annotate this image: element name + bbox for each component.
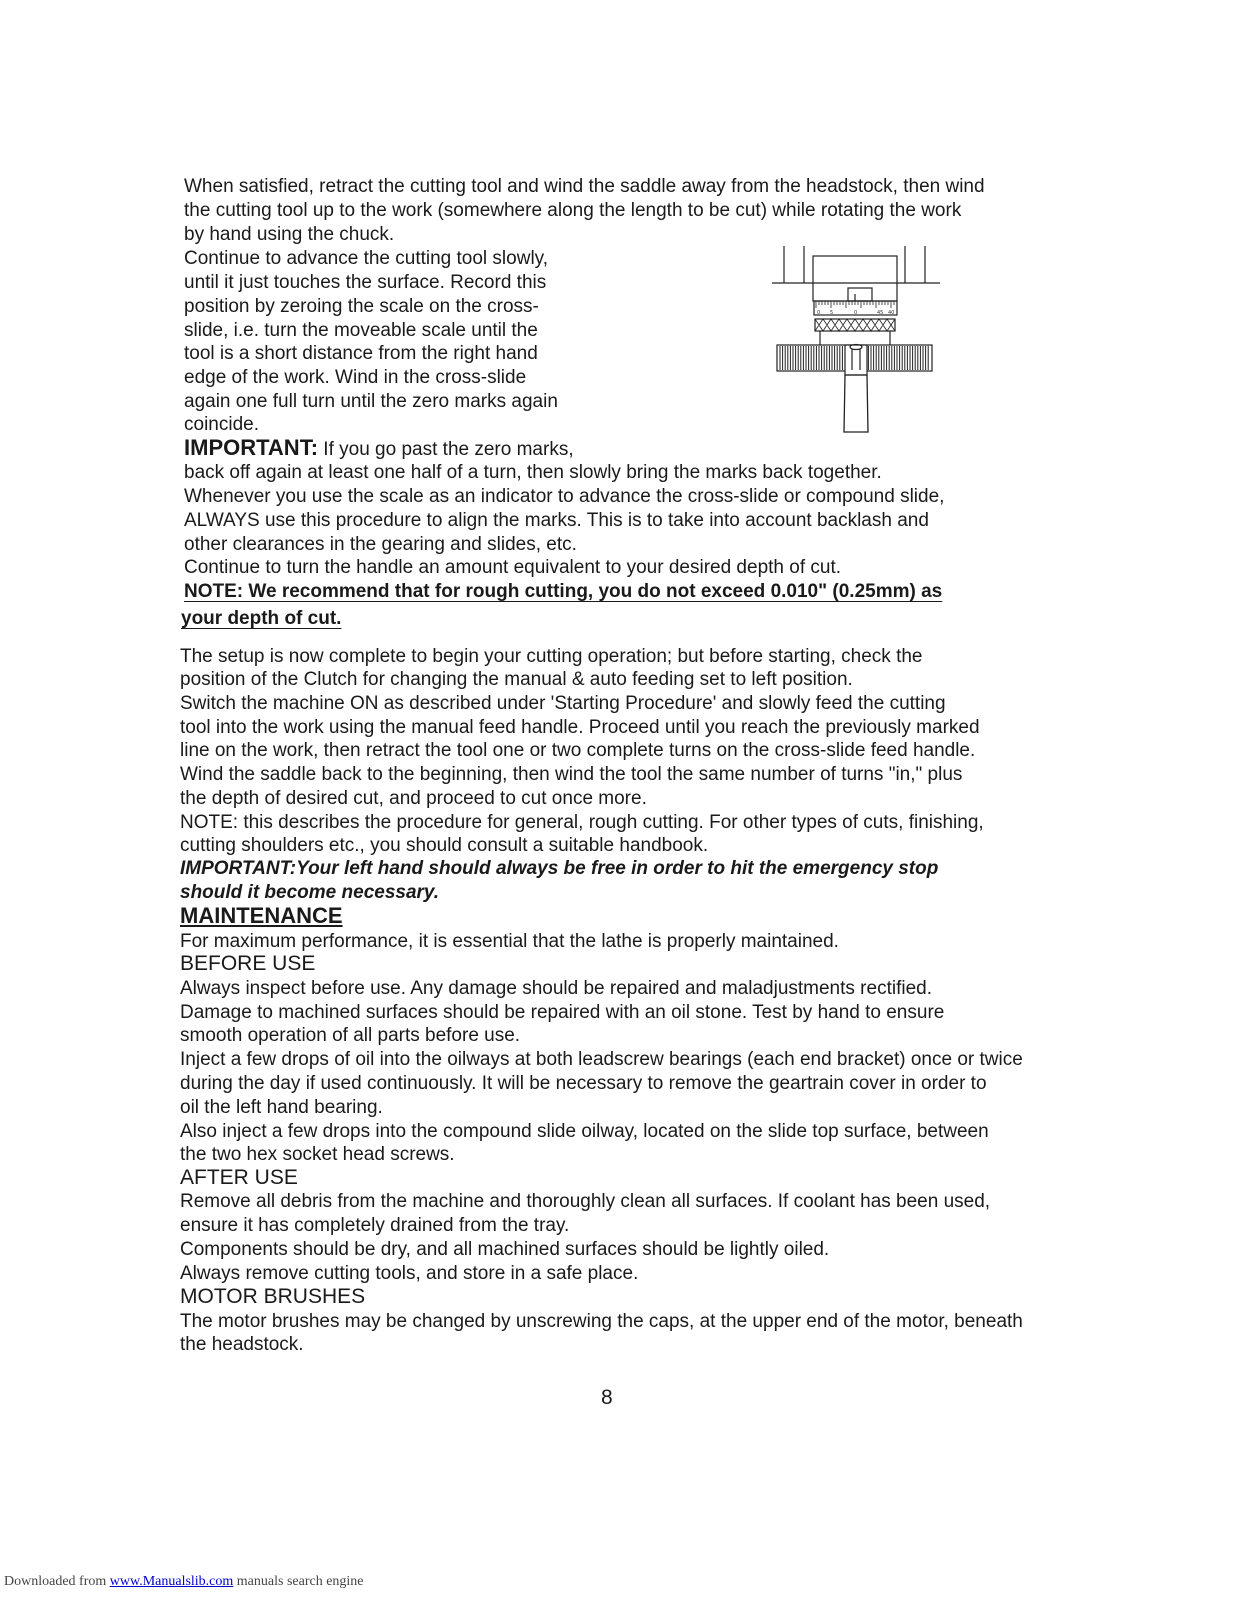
- setup-line: Wind the saddle back to the beginning, then wind the tool the same number of turns "in," plus: [180, 764, 963, 785]
- before-use-line: during the day if used continuously. It will be necessary to remove the geartrain cover in order to: [180, 1073, 987, 1094]
- after-use-line: Remove all debris from the machine and thoroughly clean all surfaces. If coolant has been used,: [180, 1191, 991, 1212]
- zeroing-line: coincide.: [184, 414, 259, 435]
- before-use-line: Inject a few drops of oil into the oilways at both leadscrew bearings (each end bracket) once or twice: [180, 1049, 1023, 1070]
- before-use-line: the two hex socket head screws.: [180, 1144, 455, 1165]
- scale-number: 0: [854, 310, 858, 316]
- maintenance-heading: MAINTENANCE: [180, 903, 343, 928]
- before-use-heading: BEFORE USE: [180, 952, 316, 975]
- setup-line: NOTE: this describes the procedure for general, rough cutting. For other types of cuts, finishing,: [180, 812, 984, 833]
- important-notice: [184, 436, 574, 462]
- scale-number: 45: [877, 310, 884, 316]
- scale-number: 5: [830, 310, 834, 316]
- maintenance-intro: For maximum performance, it is essential that the lathe is properly maintained.: [180, 931, 839, 952]
- backlash-line: back off again at least one half of a turn, then slowly bring the marks back together.: [184, 462, 882, 483]
- setup-line: Switch the machine ON as described under 'Starting Procedure' and slowly feed the cutting: [180, 693, 946, 714]
- intro-line: the cutting tool up to the work (somewhere along the length to be cut) while rotating the work: [184, 200, 962, 221]
- setup-line: The setup is now complete to begin your cutting operation; but before starting, check the: [180, 646, 923, 667]
- motor-brushes-heading: MOTOR BRUSHES: [180, 1285, 366, 1308]
- emergency-stop-warning: should it become necessary.: [180, 882, 440, 903]
- backlash-line: Continue to turn the handle an amount equivalent to your desired depth of cut.: [184, 557, 842, 578]
- download-footer: [4, 1574, 364, 1590]
- footer-suffix: manuals search engine: [233, 1574, 364, 1589]
- after-use-heading: AFTER USE: [180, 1166, 298, 1189]
- before-use-line: Damage to machined surfaces should be repaired with an oil stone. Test by hand to ensure: [180, 1002, 945, 1023]
- intro-line: When satisfied, retract the cutting tool and wind the saddle away from the headstock, then wind: [184, 176, 985, 197]
- backlash-line: other clearances in the gearing and slides, etc.: [184, 534, 577, 555]
- zeroing-line: again one full turn until the zero marks again: [184, 391, 558, 412]
- important-label: IMPORTANT:: [184, 435, 319, 460]
- setup-line: line on the work, then retract the tool one or two complete turns on the cross-slide feed handle.: [180, 740, 976, 761]
- backlash-line: Whenever you use the scale as an indicator to advance the cross-slide or compound slide,: [184, 486, 945, 507]
- before-use-line: Always inspect before use. Any damage should be repaired and maladjustments rectified.: [180, 978, 932, 999]
- scale-number: 40: [888, 310, 895, 316]
- after-use-line: Always remove cutting tools, and store in a safe place.: [180, 1263, 639, 1284]
- motor-brushes-line: The motor brushes may be changed by unscrewing the caps, at the upper end of the motor, beneath: [180, 1311, 1023, 1332]
- cross-slide-dial-diagram: [772, 246, 944, 438]
- after-use-line: Components should be dry, and all machined surfaces should be lightly oiled.: [180, 1239, 830, 1260]
- setup-line: tool into the work using the manual feed handle. Proceed until you reach the previously marked: [180, 717, 980, 738]
- setup-line: the depth of desired cut, and proceed to cut once more.: [180, 788, 647, 809]
- backlash-line: ALWAYS use this procedure to align the marks. This is to take into account backlash and: [184, 510, 929, 531]
- depth-note-line: your depth of cut.: [181, 608, 342, 629]
- scale-number: 0: [817, 310, 821, 316]
- after-use-line: ensure it has completely drained from the tray.: [180, 1215, 570, 1236]
- zeroing-line: slide, i.e. turn the moveable scale until the: [184, 320, 538, 341]
- zeroing-line: tool is a short distance from the right hand: [184, 343, 538, 364]
- intro-line: by hand using the chuck.: [184, 224, 395, 245]
- before-use-line: smooth operation of all parts before use.: [180, 1025, 521, 1046]
- motor-brushes-line: the headstock.: [180, 1334, 304, 1355]
- manualslib-link[interactable]: www.Manualslib.com: [109, 1574, 234, 1589]
- important-text: If you go past the zero marks,: [318, 439, 574, 460]
- footer-prefix: Downloaded from: [4, 1574, 110, 1589]
- handle-grip: [844, 375, 868, 432]
- zeroing-line: Continue to advance the cutting tool slowly,: [184, 248, 549, 269]
- setup-line: cutting shoulders etc., you should consult a suitable handbook.: [180, 835, 709, 856]
- page-number: 8: [601, 1386, 613, 1409]
- before-use-line: oil the left hand bearing.: [180, 1097, 383, 1118]
- setup-line: position of the Clutch for changing the manual & auto feeding set to left position.: [180, 669, 853, 690]
- depth-note-line: NOTE: We recommend that for rough cutting, you do not exceed 0.010" (0.25mm) as: [184, 581, 943, 602]
- emergency-stop-warning: IMPORTANT:Your left hand should always be free in order to hit the emergency stop: [180, 858, 939, 879]
- zeroing-line: position by zeroing the scale on the cross-: [184, 296, 539, 317]
- before-use-line: Also inject a few drops into the compound slide oilway, located on the slide top surface, between: [180, 1121, 989, 1142]
- zeroing-line: until it just touches the surface. Record this: [184, 272, 547, 293]
- zeroing-line: edge of the work. Wind in the cross-slide: [184, 367, 527, 388]
